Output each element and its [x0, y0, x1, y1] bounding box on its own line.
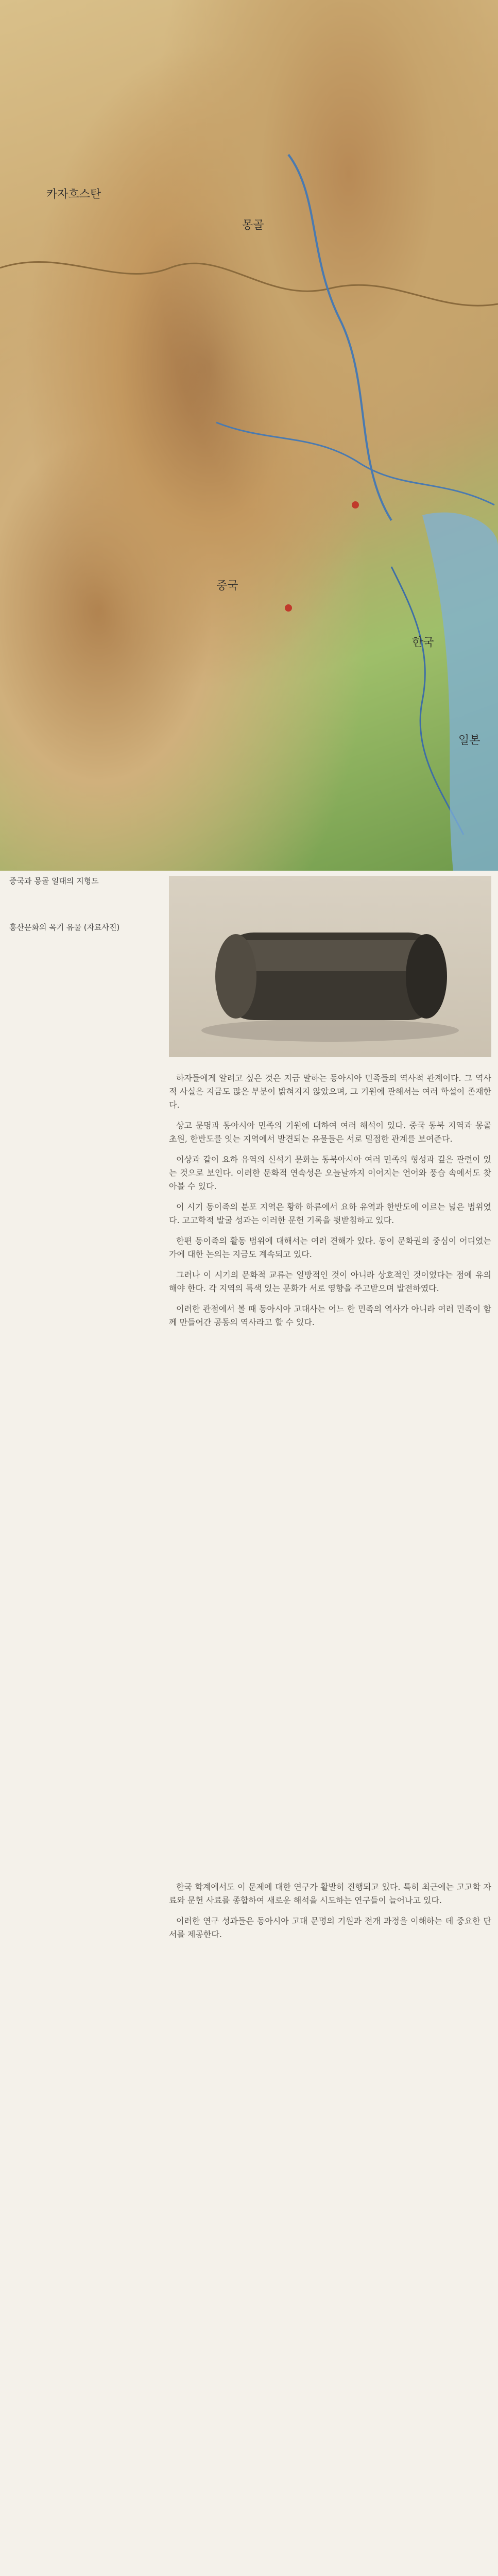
- paragraph: 그러나 이 시기의 문화적 교류는 일방적인 것이 아니라 상호적인 것이었다는 점에 유의해야 한다. 각 지역의 특색 있는 문화가 서로 영향을 주고받으며 발전하였다.: [169, 1270, 491, 1293]
- paragraph: 한국 학계에서도 이 문제에 대한 연구가 활발히 진행되고 있다. 특히 최근에는 고고학 자료와 문헌 사료를 종합하여 새로운 해석을 시도하는 연구들이 늘어나고 있다.: [169, 1882, 491, 1905]
- map-label: 카자흐스탄: [46, 188, 101, 201]
- paragraph: 한편 동이족의 활동 범위에 대해서는 여러 견해가 있다. 동이 문화권의 중심이 어디였는가에 대한 논의는 지금도 계속되고 있다.: [169, 1236, 491, 1259]
- paragraph: 이러한 연구 성과들은 동아시아 고대 문명의 기원과 전개 과정을 이해하는 데 중요한 단서를 제공한다.: [169, 1916, 491, 1939]
- artifact-drawing: [169, 876, 491, 1057]
- paragraph: 이 시기 동이족의 분포 지역은 황하 하류에서 요하 유역과 한반도에 이르는 넓은 범위였다. 고고학적 발굴 성과는 이러한 문헌 기록을 뒷받침하고 있다.: [169, 1202, 491, 1225]
- river-line: [216, 422, 494, 505]
- artifact-photo: [169, 876, 491, 1057]
- map-drawing: [0, 0, 498, 871]
- paragraph: 이상과 같이 요하 유역의 신석기 문화는 동북아시아 여러 민족의 형성과 깊은 관련이 있는 것으로 보인다. 이러한 문화적 연속성은 오늘날까지 이어지는 언어와 풍습 속에서도 찾아볼 수 있다.: [169, 1155, 491, 1191]
- paragraph: 이러한 관점에서 볼 때 동아시아 고대사는 어느 한 민족의 역사가 아니라 여러 민족이 함께 만들어간 공동의 역사라고 할 수 있다.: [169, 1304, 491, 1327]
- photo-caption: 홍산문화의 옥기 유물 (자료사진): [9, 923, 120, 932]
- relief-map: [0, 0, 498, 871]
- paragraph: 하자들에게 알려고 싶은 것은 지금 말하는 동아시아 민족들의 역사적 관계이다. 그 역사적 사실은 지금도 많은 부분이 밝혀지지 않았으며, 그 기원에 관해서는 여러 학설이 존재한다.: [169, 1073, 491, 1110]
- city-marker: [352, 501, 359, 509]
- paragraph: 상고 문명과 동아시아 민족의 기원에 대하여 여러 해석이 있다. 중국 동북 지역과 몽골 초원, 한반도를 잇는 지역에서 발견되는 유물들은 서로 밀접한 관계를 보여준다.: [169, 1121, 491, 1144]
- map-label: 한국: [412, 636, 434, 649]
- map-label: 중국: [216, 580, 238, 592]
- map-caption: 중국과 몽골 일대의 지형도: [9, 876, 99, 886]
- border-line: [0, 262, 498, 306]
- article-body-2: [169, 1880, 491, 1948]
- sea-area: [422, 513, 498, 871]
- map-label: 몽골: [242, 219, 264, 232]
- river-line: [288, 155, 391, 520]
- article-body-1: [169, 1072, 491, 1336]
- map-label: 일본: [458, 734, 480, 747]
- city-marker: [285, 604, 292, 612]
